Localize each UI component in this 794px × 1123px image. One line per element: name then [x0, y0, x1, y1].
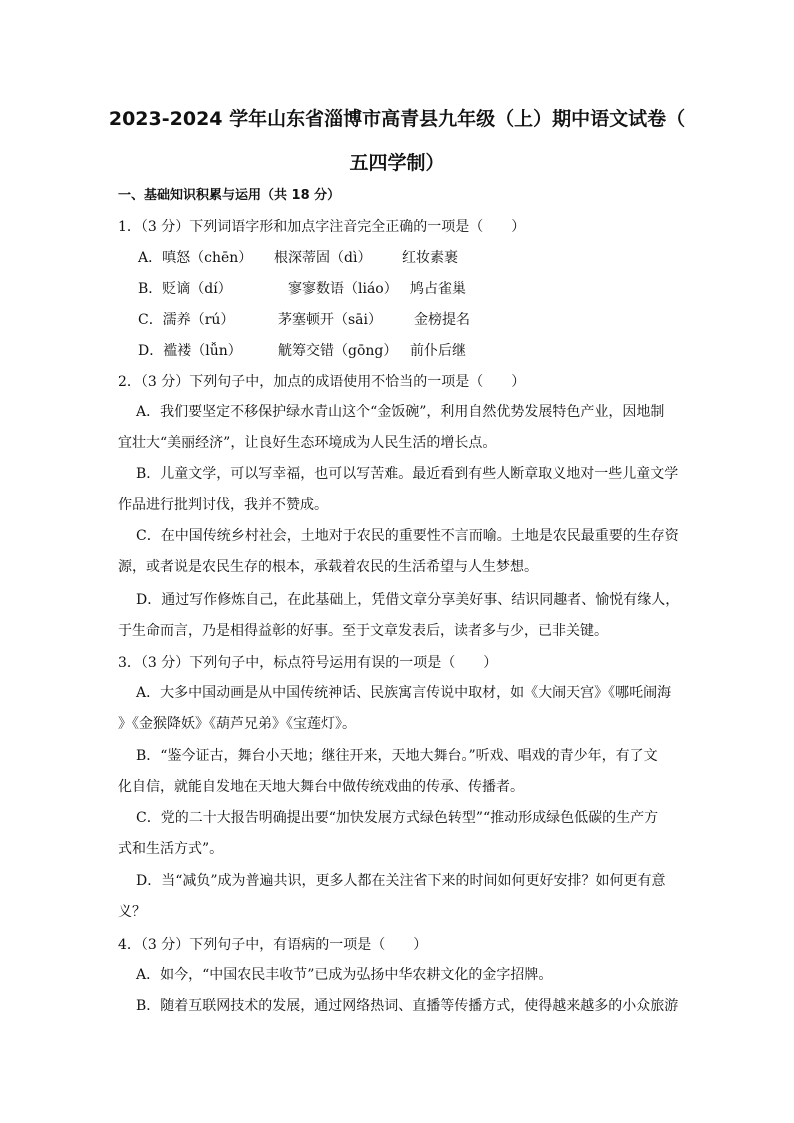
option-c-label-word1 [138, 310, 234, 330]
text-line: 源，或者说是农民生存的根本，承载着农民的生活希望与人生梦想。 [118, 559, 538, 575]
option-a-label-word1 [138, 248, 252, 268]
question-4-stem: 4．（3 分）下列句子中，有语病的一项是（ ） [118, 937, 428, 953]
text-line: A．我们要坚定不移保护绿水青山这个“金饭碗”，利用自然优势发展特色产业，因地制 [136, 404, 665, 420]
option-word: 金榜提名 [414, 312, 470, 328]
option-word: 褴褛（lǚn） [163, 343, 242, 359]
question-2-stem: 2．（3 分）下列句子中，加点的成语使用不恰当的一项是（ ） [118, 374, 526, 390]
exam-title-line1: 2023-2024 学年山东省淄博市高青县九年级（上）期中语文试卷（ [108, 108, 686, 130]
text-line: B．“鉴今证古，舞台小天地；继往开来，天地大舞台。”听戏、唱戏的青少年，有了文 [136, 748, 658, 764]
option-word: 根深蒂固（dì） [274, 250, 372, 266]
option-word: 贬谪（dí） [162, 281, 232, 297]
question-2-option-a [118, 397, 680, 459]
option-word: 前仆后继 [410, 343, 466, 359]
text-line: 作品进行批判讨伐，我并不赞成。 [118, 497, 328, 513]
option-d-label-word1 [138, 341, 242, 361]
text-line: 义？ [118, 904, 146, 920]
section-heading: 一、基础知识积累与运用（共 18 分） [118, 188, 341, 203]
option-label: D． [138, 343, 164, 359]
text-line: 宜壮大“美丽经济”，让良好生态环境成为人民生活的增长点。 [118, 435, 497, 451]
question-2-option-c [118, 521, 680, 583]
text-line: A．大多中国动画是从中国传统神话、民族寓言传说中取材，如《大闹天宫》《哪吒闹海 [136, 685, 672, 701]
question-3-option-c [118, 803, 680, 865]
text-line: 》《金猴降妖》《葫芦兄弟》《宝莲灯》。 [118, 716, 356, 732]
question-3-option-a [118, 678, 680, 740]
exam-title-line2: 五四学制） [349, 152, 445, 174]
option-b-label-word1 [138, 279, 232, 299]
text-line: D．通过写作修炼自己，在此基础上，凭借文章分享美好事、结识同趣者、愉悦有缘人， [136, 592, 680, 608]
text-line: 化自信，就能自发地在天地大舞台中做传统戏曲的传承、传播者。 [118, 779, 524, 795]
text-line: 于生命而言，乃是相得益彰的好事。至于文章发表后，读者多与少，已非关键。 [118, 623, 608, 639]
option-label: A． [138, 250, 163, 266]
text-line: C．党的二十大报告明确提出要“加快发展方式绿色转型”“推动形成绿色低碳的生产方 [136, 810, 659, 826]
text-line: A．如今，“中国农民丰收节”已成为弘扬中华农耕文化的金字招牌。 [136, 967, 553, 983]
option-word: 鸠占雀巢 [410, 281, 466, 297]
text-line: B．随着互联网技术的发展，通过网络热词、直播等传播方式，使得越来越多的小众旅游 [136, 998, 679, 1014]
text-line: C．在中国传统乡村社会，土地对于农民的重要性不言而喻。土地是农民最重要的生存资 [136, 528, 679, 544]
question-1-stem: 1．（3 分）下列词语字形和加点字注音完全正确的一项是（ ） [118, 219, 526, 235]
question-3-option-b [118, 741, 680, 803]
option-word: 寥寥数语（liáo） [288, 281, 398, 297]
option-word: 觥筹交错（gōng） [278, 343, 398, 359]
text-line: D．当“减负”成为普遍共识，更多人都在关注省下来的时间如何更好安排？如何更有意 [136, 873, 666, 889]
text-line: B．儿童文学，可以写幸福，也可以写苦难。最近看到有些人断章取义地对一些儿童文学 [136, 466, 679, 482]
question-3-stem: 3．（3 分）下列句子中，标点符号运用有误的一项是（ ） [118, 655, 498, 671]
question-4-option-b [118, 991, 680, 1022]
option-word: 茅塞顿开（sāi） [278, 312, 383, 328]
question-2-option-b [118, 459, 680, 521]
option-label: B． [138, 281, 163, 297]
option-word: 濡养（rú） [162, 312, 235, 328]
option-word: 嗔怒（chēn） [162, 250, 253, 266]
option-word: 红妆素裹 [402, 250, 458, 266]
question-4-option-a [118, 960, 680, 991]
text-line: 式和生活方式”。 [118, 841, 224, 857]
option-label: C． [138, 312, 163, 328]
question-2-option-d [118, 585, 680, 647]
question-3-option-d [118, 866, 680, 928]
